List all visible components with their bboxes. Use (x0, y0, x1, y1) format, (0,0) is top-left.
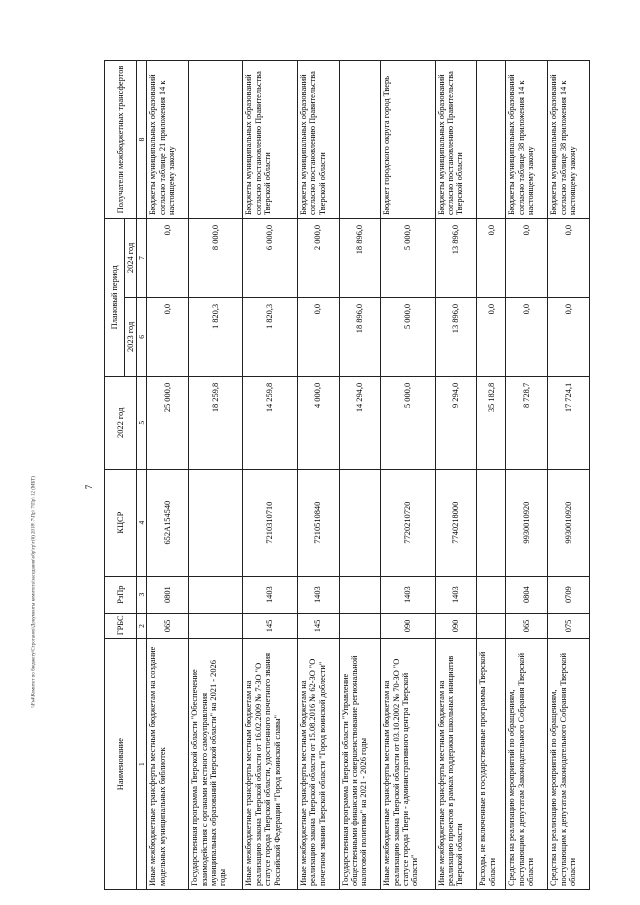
cell-rzpr: 1403 (435, 576, 477, 613)
table-row (189, 61, 243, 890)
cell-recipients: Бюджеты муниципальных образований согласно таблице 21 приложения 14 к настоящему закону (147, 61, 189, 219)
cell-year-2023: 1 820,3 (243, 297, 297, 376)
cell-grbs (477, 613, 506, 639)
header-year-2022: 2022 год (105, 376, 137, 469)
cell-year-2022: 5 000,0 (381, 376, 435, 469)
cell-name: Иные межбюджетные трансферты местным бюджетам на реализацию проектов в рамках поддержки школьных инициатив Тверской области (435, 639, 477, 890)
cell-recipients: Бюджеты муниципальных образований согласно постановлению Правительства Тверской области (435, 61, 477, 219)
cell-year-2022: 35 182,8 (477, 376, 506, 469)
cell-year-2023: 0,0 (147, 297, 189, 376)
cell-grbs (189, 613, 243, 639)
table-row (147, 61, 189, 890)
cell-recipients: Бюджеты муниципальных образований согласно постановлению Правительства Тверской области (297, 61, 339, 219)
cell-year-2022: 17 724,1 (548, 376, 590, 469)
cell-kcsr (477, 469, 506, 576)
cell-grbs: 090 (381, 613, 435, 639)
cell-rzpr: 1403 (297, 576, 339, 613)
column-number: 1 (137, 639, 147, 890)
cell-name: Государственная программа Тверской области "Управление общественными финансами и совершенствование региональной налоговой политики" на 2021 - 2026 годы (339, 639, 381, 890)
header-year-2024: 2024 год (125, 218, 137, 297)
cell-recipients (189, 61, 243, 219)
cell-kcsr: 9930010920 (506, 469, 548, 576)
column-number-row (137, 61, 147, 890)
cell-rzpr (477, 576, 506, 613)
column-number: 8 (137, 61, 147, 219)
cell-name: Средства на реализацию мероприятий по обращениям, поступающим к депутатам Законодательного Собрания Тверской области (548, 639, 590, 890)
cell-grbs: 090 (435, 613, 477, 639)
cell-rzpr: 0804 (506, 576, 548, 613)
cell-grbs: 065 (506, 613, 548, 639)
cell-year-2024: 0,0 (477, 218, 506, 297)
table-row (548, 61, 590, 890)
cell-year-2024: 0,0 (147, 218, 189, 297)
cell-name: Расходы, не включенные в государственные программы Тверской области (477, 639, 506, 890)
cell-year-2022: 14 259,8 (243, 376, 297, 469)
cell-recipients: Бюджеты муниципальных образований согласно постановлению Правительства Тверской области (243, 61, 297, 219)
table-header (105, 61, 147, 890)
cell-year-2024: 2 000,0 (297, 218, 339, 297)
table-row (381, 61, 435, 890)
table-row (506, 61, 548, 890)
cell-grbs: 145 (243, 613, 297, 639)
column-number: 5 (137, 376, 147, 469)
cell-year-2023: 1 820,3 (189, 297, 243, 376)
cell-grbs: 075 (548, 613, 590, 639)
cell-year-2023: 0,0 (506, 297, 548, 376)
cell-year-2023: 18 896,0 (339, 297, 381, 376)
header-plan-period: Плановый период (105, 218, 125, 376)
cell-recipients: Бюджеты муниципальных образований согласно таблице 38 приложения 14 к настоящему закону (506, 61, 548, 219)
cell-rzpr: 1403 (381, 576, 435, 613)
column-number: 3 (137, 576, 147, 613)
column-number: 2 (137, 613, 147, 639)
table-row (297, 61, 339, 890)
cell-kcsr: 7210310710 (243, 469, 297, 576)
column-number: 6 (137, 297, 147, 376)
cell-recipients: Бюджеты муниципальных образований согласно таблице 38 приложения 14 к настоящему закону (548, 61, 590, 219)
header-rzpr: РзПр (105, 576, 137, 613)
cell-year-2022: 14 294,0 (339, 376, 381, 469)
cell-kcsr: 7740218000 (435, 469, 477, 576)
cell-grbs: 145 (297, 613, 339, 639)
cell-year-2023: 0,0 (548, 297, 590, 376)
cell-name: Иные межбюджетные трансферты местным бюджетам на реализацию закона Тверской области от 16.02.2009 № 7-ЗО "О статусе города Тверской области, удостоенного почетного звания Российской Федерации "Город воинской славы" (243, 639, 297, 890)
cell-name: Иные межбюджетные трансферты местным бюджетам на реализацию закона Тверской области от 15.08.2016 № 62-ЗО "О почетном звании Тверской области "Город воинской доблести" (297, 639, 339, 890)
table-row (477, 61, 506, 890)
cell-year-2022: 18 259,8 (189, 376, 243, 469)
cell-name: Средства на реализацию мероприятий по обращениям, поступающим к депутатам Законодательного Собрания Тверской области (506, 639, 548, 890)
cell-year-2024: 18 896,0 (339, 218, 381, 297)
cell-rzpr: 0801 (147, 576, 189, 613)
cell-name: Иные межбюджетные трансферты местным бюджетам на создание модельных муниципальных библиотек (147, 639, 189, 890)
table-row (435, 61, 477, 890)
cell-recipients (339, 61, 381, 219)
cell-kcsr: 7210510840 (297, 469, 339, 576)
header-grbs: ГРБС (105, 613, 137, 639)
rotated-table-container (104, 60, 590, 890)
cell-name: Иные межбюджетные трансферты местным бюджетам на реализацию закона Тверской области от 03.10.2002 № 70-ЗО "О статусе города Твери - административного центра Тверской области" (381, 639, 435, 890)
cell-rzpr (339, 576, 381, 613)
cell-rzpr: 0709 (548, 576, 590, 613)
interbudget-transfers-table (104, 60, 590, 890)
header-kcsr: КЦСР (105, 469, 137, 576)
cell-recipients: Бюджет городского округа город Тверь (381, 61, 435, 219)
header-name: Наименование (105, 639, 137, 890)
cell-year-2022: 8 728,7 (506, 376, 548, 469)
cell-recipients (477, 61, 506, 219)
cell-year-2022: 4 000,0 (297, 376, 339, 469)
cell-year-2023: 13 896,0 (435, 297, 477, 376)
cell-grbs: 065 (147, 613, 189, 639)
cell-kcsr: 7720210720 (381, 469, 435, 576)
cell-year-2024: 0,0 (548, 218, 590, 297)
cell-year-2023: 0,0 (477, 297, 506, 376)
table-body (147, 61, 590, 890)
cell-year-2023: 0,0 (297, 297, 339, 376)
page-number: 7 (84, 484, 94, 490)
cell-kcsr: 652A154540 (147, 469, 189, 576)
cell-year-2024: 0,0 (506, 218, 548, 297)
cell-kcsr (339, 469, 381, 576)
footer-file-path: \\Fs4\Комитет по бюджету\Строганов\Документы комитета\заседания\обр\тр\т(6) 2018\ 7\Пр\ 7\Пр\ 12 (МБТ) (31, 476, 37, 708)
cell-kcsr (189, 469, 243, 576)
table-row (339, 61, 381, 890)
column-number: 4 (137, 469, 147, 576)
cell-rzpr: 1403 (243, 576, 297, 613)
cell-year-2024: 13 896,0 (435, 218, 477, 297)
cell-year-2024: 6 000,0 (243, 218, 297, 297)
header-recipients: Получатели межбюджетных трансфертов (105, 61, 137, 219)
cell-year-2024: 5 000,0 (381, 218, 435, 297)
cell-kcsr: 9930010920 (548, 469, 590, 576)
cell-year-2022: 9 294,0 (435, 376, 477, 469)
cell-year-2024: 8 000,0 (189, 218, 243, 297)
table-row (243, 61, 297, 890)
cell-grbs (339, 613, 381, 639)
column-number: 7 (137, 218, 147, 297)
header-year-2023: 2023 год (125, 297, 137, 376)
cell-rzpr (189, 576, 243, 613)
cell-name: Государственная программа Тверской области "Обеспечение взаимодействия с органами местного самоуправления муниципальных образований Тверской области" на 2021 - 2026 годы (189, 639, 243, 890)
cell-year-2022: 25 000,0 (147, 376, 189, 469)
cell-year-2023: 5 000,0 (381, 297, 435, 376)
